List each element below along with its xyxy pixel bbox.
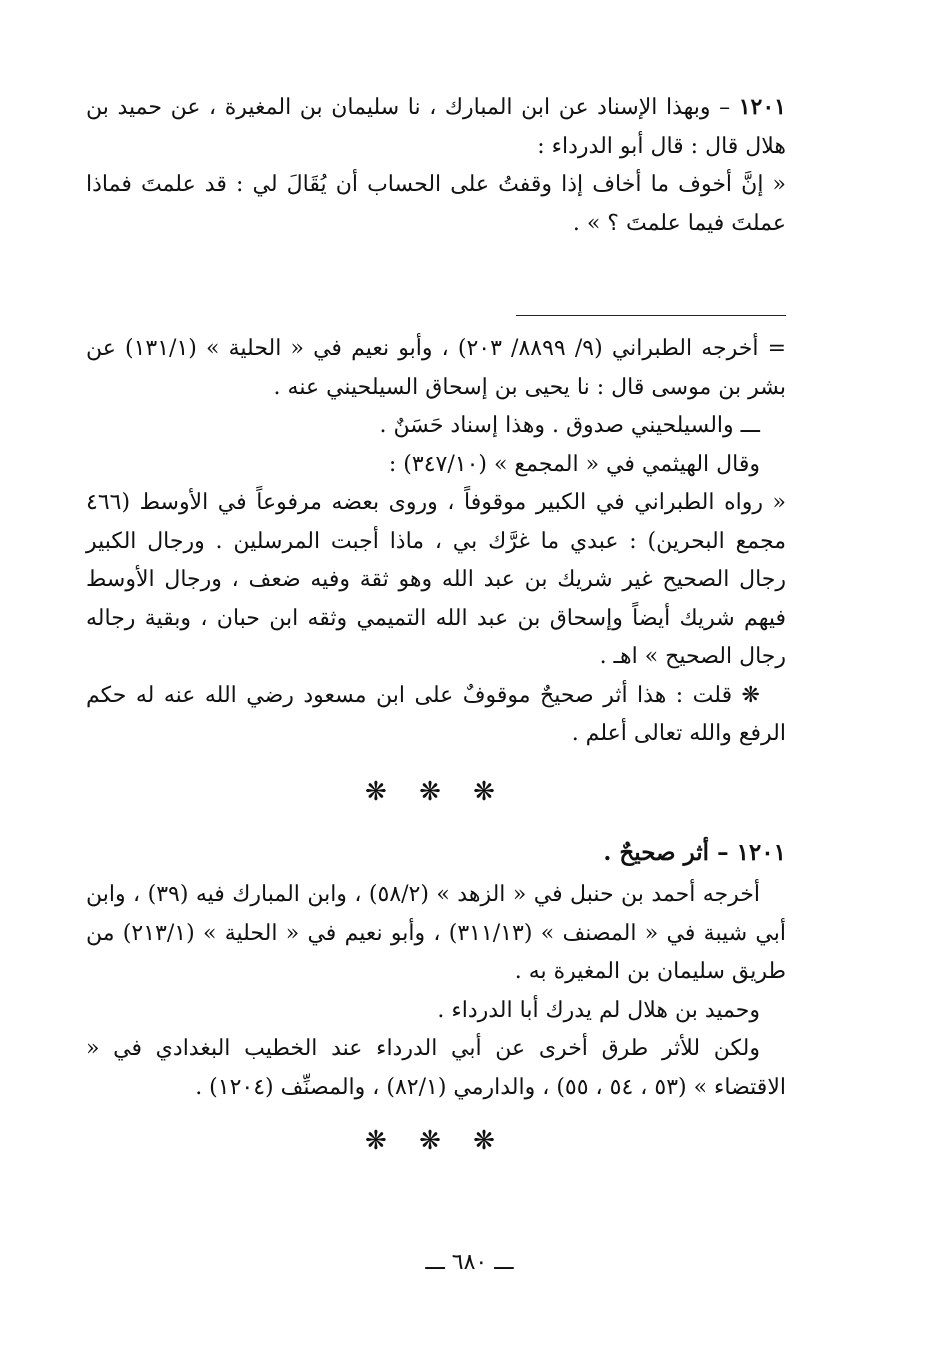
star-separator: ❋ ❋ ❋ <box>365 776 507 807</box>
footnote-divider <box>516 315 786 316</box>
footnote-paragraph-2: ـــ والسيلحيني صدوق . وهذا إسناد حَسَنٌ . <box>379 413 760 438</box>
star-separator-bottom: ❋ ❋ ❋ <box>365 1126 507 1156</box>
section-title: ١٢٠١ – أثر صحيحٌ . <box>603 838 786 866</box>
hadith-quote: « إنَّ أخوف ما أخاف إذا وقفتُ على الحساب أن يُقَالَ لي : قد علمتَ فماذا عملتَ فيما علمتَ ؟ » . <box>86 172 786 236</box>
page-body <box>86 88 786 1161</box>
section-paragraph-2: وحميد بن هلال لم يدرك أبا الدرداء . <box>437 997 760 1023</box>
main-hadith-text <box>86 88 786 166</box>
footnote-paragraph-5: ❋ قلت : هذا أثر صحيحٌ موقوفٌ على ابن مسعود رضي الله عنه له حكم الرفع والله تعالى أعلم . <box>86 682 786 746</box>
hadith-number: ١٢٠١ <box>738 94 786 120</box>
page-number: ـــ ٦٨٠ ـــ <box>425 1250 514 1275</box>
footnote-paragraph-4: « رواه الطبراني في الكبير موقوفاً ، وروى بعضه مرفوعاً في الأوسط (٤٦٦ مجمع البحرين) : عبدي ما غرَّك بي ، ماذا أجبت المرسلين . ورجال الكبير رجال الصحيح غير شريك بن عبد الله وهو ثقة وفيه ضعف ، ورجال الأوسط فيهم شريك أيضاً وإسحاق بن عبد الله التميمي وثقه ابن حبان ، وبقية رجاله رجال الصحيح » اهـ . <box>86 490 787 669</box>
footnote-paragraph-3: وقال الهيثمي في « المجمع » (٣٤٧/١٠) : <box>388 451 760 477</box>
section-paragraph-3: ولكن للأثر طرق أخرى عن أبي الدرداء عند الخطيب البغدادي في « الاقتضاء » (٥٣ ، ٥٤ ، ٥٥) ، والدارمي (٨٢/١) ، والمصنِّف (١٢٠٤) . <box>86 1036 786 1100</box>
section-paragraph-1: أخرجه أحمد بن حنبل في « الزهد » (٥٨/٢) ، وابن المبارك فيه (٣٩) ، وابن أبي شيبة في « المصنف » (٣١١/١٣) ، وأبو نعيم في « الحلية » (٢١٣/١) من طريق سليمان بن المغيرة به . <box>86 882 787 984</box>
hadith-chain: – وبهذا الإسناد عن ابن المبارك ، نا سليمان بن المغيرة ، عن حميد بن هلال قال : قال أبو الدرداء : <box>86 95 786 159</box>
footnote-paragraph-1: = أخرجه الطبراني (٩/ ٨٨٩٩/ ٢٠٣) ، وأبو نعيم في « الحلية » (١٣١/١) عن بشر بن موسى قال : نا يحيى بن إسحاق السيلحيني عنه . <box>86 336 787 400</box>
